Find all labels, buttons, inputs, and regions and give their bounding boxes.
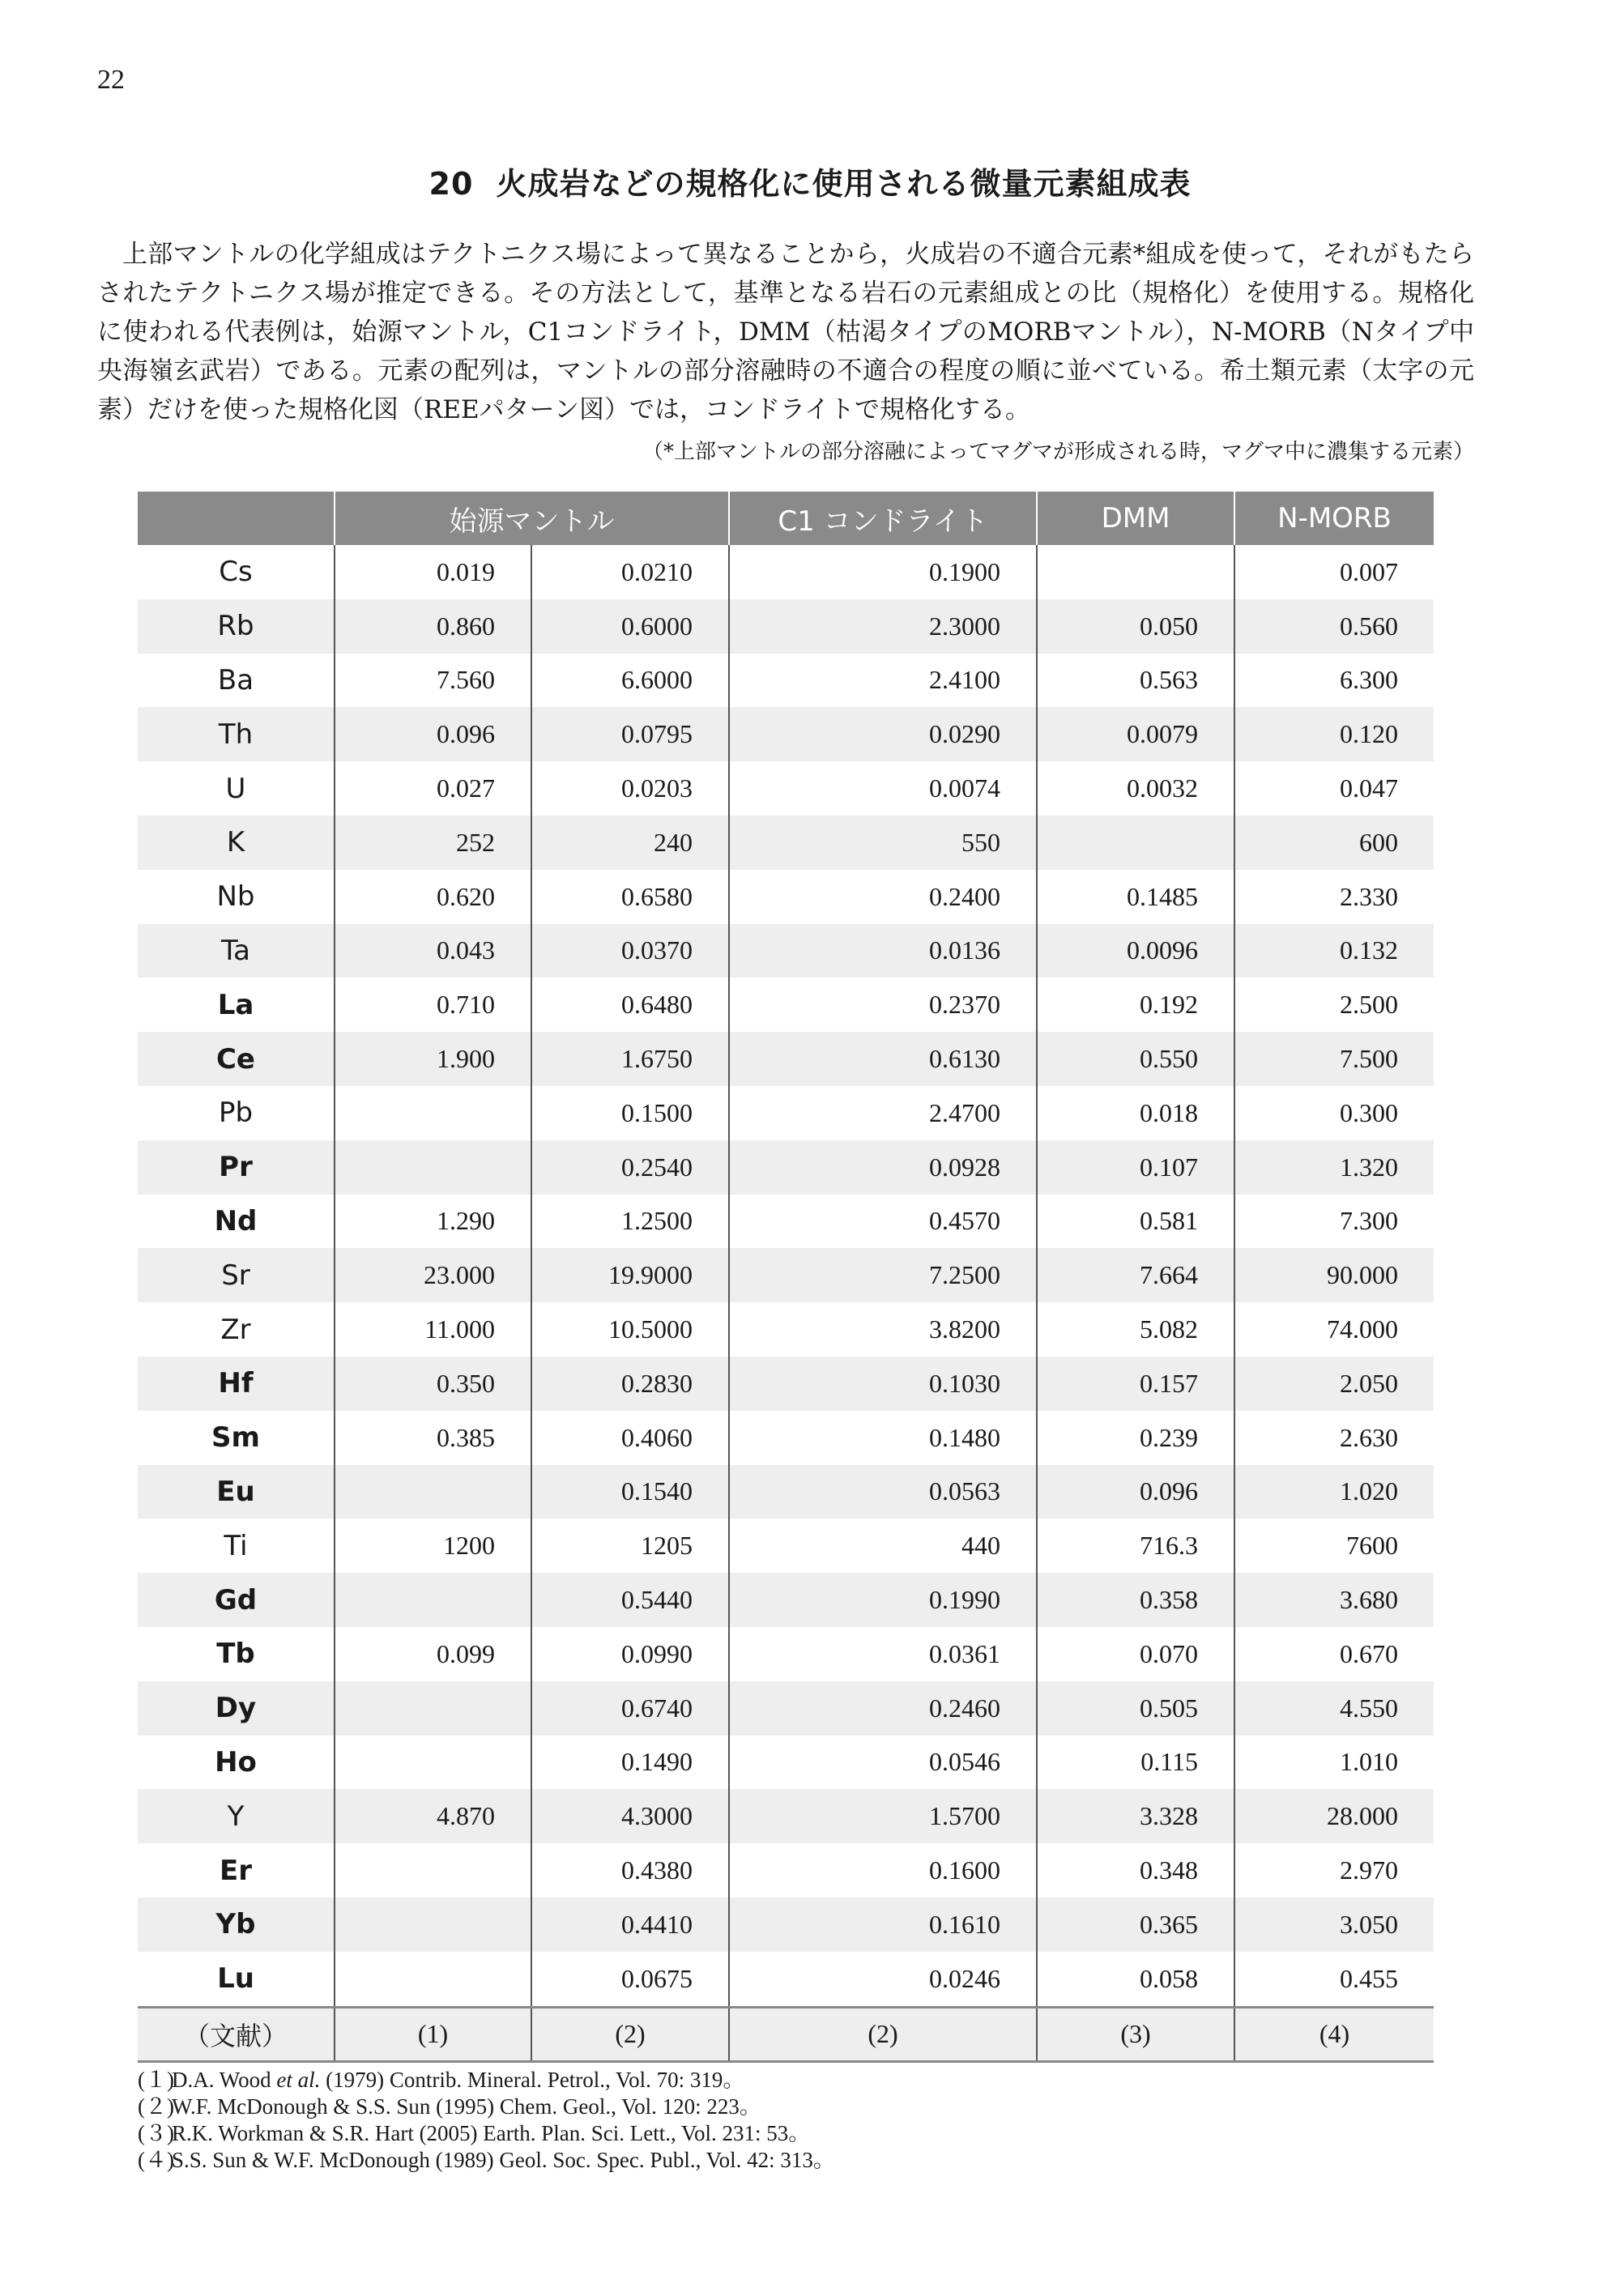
value-dmm: 0.358: [1037, 1573, 1234, 1627]
element-symbol: Pr: [138, 1140, 335, 1195]
value-primitive-mantle-1: [335, 1086, 531, 1140]
element-symbol: Ho: [215, 1745, 257, 1778]
value-dmm: 0.192: [1037, 978, 1234, 1032]
footer-ref: (2): [531, 2007, 729, 2061]
value-c1-chondrite: 0.0361: [729, 1627, 1037, 1681]
section-number: 20: [428, 166, 474, 202]
reference-item: [138, 2067, 1474, 2094]
element-symbol: Ta: [138, 924, 335, 978]
value-n-morb: 0.120: [1234, 707, 1434, 761]
value-c1-chondrite: 7.2500: [729, 1248, 1037, 1302]
value-dmm: 7.664: [1037, 1248, 1234, 1302]
value-primitive-mantle-1: 23.000: [335, 1248, 531, 1302]
value-c1-chondrite: 0.4570: [729, 1195, 1037, 1249]
element-symbol: Dy: [138, 1681, 335, 1736]
element-symbol: Rb: [138, 599, 335, 654]
table-row: [138, 1195, 1434, 1249]
element-symbol: La: [217, 988, 254, 1021]
value-primitive-mantle-2: 10.5000: [531, 1302, 729, 1357]
reference-text: (1979) Contrib. Mineral. Petrol., Vol. 70: 319。: [320, 2068, 745, 2092]
value-c1-chondrite: 0.0074: [729, 761, 1037, 816]
value-dmm: 0.157: [1037, 1357, 1234, 1411]
value-n-morb: 0.047: [1234, 761, 1434, 816]
references-list: [138, 2067, 1474, 2174]
value-n-morb: 28.000: [1234, 1789, 1434, 1843]
section-title: 火成岩などの規格化に使用される微量元素組成表: [496, 166, 1192, 202]
element-symbol: U: [225, 772, 246, 805]
table-row: [138, 924, 1434, 978]
value-dmm: 0.050: [1037, 599, 1234, 654]
value-primitive-mantle-1: 252: [335, 816, 531, 870]
element-symbol: Eu: [138, 1465, 335, 1519]
value-primitive-mantle-1: [335, 1465, 531, 1519]
value-c1-chondrite: 3.8200: [729, 1302, 1037, 1357]
header-dmm: DMM: [1037, 492, 1234, 545]
element-symbol: Tb: [216, 1638, 255, 1671]
value-n-morb: 6.300: [1234, 654, 1434, 708]
intro-paragraph: 上部マントルの化学組成はテクトニクス場によって異なることから，火成岩の不適合元素*組成を使って，それがもたらされたテクトニクス場が推定できる。その方法として，基準となる岩石の元素組成との比（規格化）を使用する。規格化に使われる代表例は，始源マントル，C1コンドライト，DMM（枯渇タイプのMORBマントル），N-MORB（Nタイプ中央海嶺玄武岩）である。元素の配列は，マントルの部分溶融時の不適合の程度の順に並べている。希土類元素（太字の元素）だけを使った規格化図（REEパターン図）では，コンドライトで規格化する。: [97, 240, 1474, 424]
table-row: [138, 1952, 1434, 2007]
value-n-morb: 600: [1234, 816, 1434, 870]
value-dmm: [1037, 545, 1234, 599]
value-primitive-mantle-1: 11.000: [335, 1302, 531, 1357]
table-row: [138, 1898, 1434, 1952]
value-dmm: 0.1485: [1037, 870, 1234, 924]
value-c1-chondrite: 440: [729, 1519, 1037, 1573]
value-primitive-mantle-2: 0.1490: [531, 1736, 729, 1790]
value-primitive-mantle-1: [335, 1573, 531, 1627]
reference-text: D.A. Wood: [172, 2068, 277, 2092]
value-dmm: 3.328: [1037, 1789, 1234, 1843]
value-c1-chondrite: 0.0136: [729, 924, 1037, 978]
value-primitive-mantle-1: 1.900: [335, 1032, 531, 1086]
value-c1-chondrite: 0.1610: [729, 1898, 1037, 1952]
value-primitive-mantle-1: 0.385: [335, 1411, 531, 1465]
value-n-morb: 0.007: [1234, 545, 1434, 599]
footer-ref: (3): [1037, 2007, 1234, 2061]
value-dmm: 0.018: [1037, 1086, 1234, 1140]
reference-item: [138, 2094, 1474, 2120]
value-primitive-mantle-2: 19.9000: [531, 1248, 729, 1302]
value-primitive-mantle-2: 0.6580: [531, 870, 729, 924]
value-primitive-mantle-2: 0.0675: [531, 1952, 729, 2007]
value-primitive-mantle-2: 0.2830: [531, 1357, 729, 1411]
element-symbol: Lu: [217, 1962, 254, 1996]
element-symbol: Gd: [138, 1573, 335, 1627]
value-primitive-mantle-2: 0.1500: [531, 1086, 729, 1140]
value-dmm: 0.365: [1037, 1898, 1234, 1952]
intro-text: [97, 235, 1474, 471]
value-primitive-mantle-2: 0.6740: [531, 1681, 729, 1736]
value-c1-chondrite: 0.2370: [729, 978, 1037, 1032]
value-c1-chondrite: 2.4100: [729, 654, 1037, 708]
element-symbol: Pb: [218, 1097, 254, 1130]
section-heading: [0, 159, 1620, 203]
table-row: [138, 1627, 1434, 1681]
table-body: [138, 545, 1434, 2007]
table-row: [138, 545, 1434, 599]
element-symbol: Y: [138, 1789, 335, 1843]
value-primitive-mantle-1: 0.019: [335, 545, 531, 599]
header-c1-chondrite: C1 コンドライト: [729, 492, 1037, 545]
value-n-morb: 7.300: [1234, 1195, 1434, 1249]
reference-marker: (２): [138, 2094, 174, 2119]
value-primitive-mantle-2: 1205: [531, 1519, 729, 1573]
element-symbol: K: [138, 816, 335, 870]
value-primitive-mantle-2: 0.0370: [531, 924, 729, 978]
value-primitive-mantle-2: 0.5440: [531, 1573, 729, 1627]
value-n-morb: 0.560: [1234, 599, 1434, 654]
header-element: [138, 492, 335, 545]
value-primitive-mantle-1: [335, 1681, 531, 1736]
reference-text: R.K. Workman & S.R. Hart (2005) Earth. Plan. Sci. Lett., Vol. 231: 53。: [172, 2121, 811, 2145]
table-row: [138, 1086, 1434, 1140]
value-c1-chondrite: 550: [729, 816, 1037, 870]
value-c1-chondrite: 0.0246: [729, 1952, 1037, 2007]
reference-text: W.F. McDonough & S.S. Sun (1995) Chem. Geol., Vol. 120: 223。: [172, 2094, 761, 2119]
value-n-morb: 2.330: [1234, 870, 1434, 924]
reference-item: [138, 2120, 1474, 2147]
value-primitive-mantle-2: 0.0795: [531, 707, 729, 761]
value-primitive-mantle-2: 0.6480: [531, 978, 729, 1032]
value-primitive-mantle-1: 7.560: [335, 654, 531, 708]
value-dmm: 0.0079: [1037, 707, 1234, 761]
value-primitive-mantle-2: 1.2500: [531, 1195, 729, 1249]
value-primitive-mantle-1: 0.350: [335, 1357, 531, 1411]
value-primitive-mantle-2: 0.4410: [531, 1898, 729, 1952]
value-primitive-mantle-1: 0.620: [335, 870, 531, 924]
value-primitive-mantle-1: [335, 1843, 531, 1898]
footer-ref: (2): [729, 2007, 1037, 2061]
element-symbol: Zr: [220, 1313, 251, 1346]
element-symbol: Sm: [211, 1421, 260, 1455]
element-symbol: Ce: [138, 1032, 335, 1086]
value-n-morb: 0.455: [1234, 1952, 1434, 2007]
value-c1-chondrite: 0.2460: [729, 1681, 1037, 1736]
value-c1-chondrite: 2.3000: [729, 599, 1037, 654]
footer-label: （文献）: [138, 2007, 335, 2061]
value-n-morb: 7600: [1234, 1519, 1434, 1573]
table-row: [138, 707, 1434, 761]
page-number: 22: [97, 65, 125, 95]
value-dmm: [1037, 816, 1234, 870]
table-header-row: [138, 492, 1434, 545]
value-primitive-mantle-2: 0.4380: [531, 1843, 729, 1898]
element-symbol: Cs: [219, 556, 253, 589]
reference-italic: et al.: [276, 2068, 321, 2092]
element-symbol: Nb: [216, 880, 255, 914]
element-symbol: Sr: [138, 1248, 335, 1302]
value-primitive-mantle-1: 1200: [335, 1519, 531, 1573]
value-primitive-mantle-1: 0.710: [335, 978, 531, 1032]
element-symbol: Er: [220, 1854, 252, 1887]
value-c1-chondrite: 0.1900: [729, 545, 1037, 599]
table-row: [138, 1248, 1434, 1302]
table-row: [138, 761, 1434, 816]
value-dmm: 0.348: [1037, 1843, 1234, 1898]
value-primitive-mantle-1: 0.860: [335, 599, 531, 654]
value-dmm: 0.0096: [1037, 924, 1234, 978]
value-dmm: 0.115: [1037, 1736, 1234, 1790]
element-symbol: Nd: [214, 1204, 258, 1237]
value-n-morb: 1.320: [1234, 1140, 1434, 1195]
value-n-morb: 0.670: [1234, 1627, 1434, 1681]
table-row: [138, 978, 1434, 1032]
value-dmm: 0.550: [1037, 1032, 1234, 1086]
element-symbol: Ti: [224, 1529, 248, 1562]
header-n-morb: N-MORB: [1234, 492, 1434, 545]
table-footer-row: [138, 2007, 1434, 2061]
value-primitive-mantle-2: 0.6000: [531, 599, 729, 654]
value-n-morb: 1.010: [1234, 1736, 1434, 1790]
value-dmm: 0.070: [1037, 1627, 1234, 1681]
value-n-morb: 3.680: [1234, 1573, 1434, 1627]
value-n-morb: 2.970: [1234, 1843, 1434, 1898]
value-dmm: 0.0032: [1037, 761, 1234, 816]
footer-ref: (1): [335, 2007, 531, 2061]
value-dmm: 0.239: [1037, 1411, 1234, 1465]
reference-marker: (３): [138, 2121, 174, 2145]
value-n-morb: 0.300: [1234, 1086, 1434, 1140]
value-n-morb: 2.630: [1234, 1411, 1434, 1465]
value-dmm: 0.107: [1037, 1140, 1234, 1195]
table-row: [138, 1140, 1434, 1195]
trace-element-table: [138, 492, 1434, 2063]
table-row: [138, 1465, 1434, 1519]
value-c1-chondrite: 0.2400: [729, 870, 1037, 924]
value-primitive-mantle-1: 0.027: [335, 761, 531, 816]
table-row: [138, 1032, 1434, 1086]
element-symbol: Hf: [138, 1357, 335, 1411]
footer-ref: (4): [1234, 2007, 1434, 2061]
value-primitive-mantle-2: 0.4060: [531, 1411, 729, 1465]
value-primitive-mantle-2: 240: [531, 816, 729, 870]
value-primitive-mantle-2: 4.3000: [531, 1789, 729, 1843]
reference-text: S.S. Sun & W.F. McDonough (1989) Geol. Soc. Spec. Publ., Vol. 42: 313。: [172, 2148, 835, 2172]
value-n-morb: 7.500: [1234, 1032, 1434, 1086]
table-row: [138, 654, 1434, 708]
value-primitive-mantle-1: 1.290: [335, 1195, 531, 1249]
value-primitive-mantle-2: 0.0210: [531, 545, 729, 599]
reference-item: [138, 2147, 1474, 2174]
element-symbol: Ba: [217, 663, 254, 696]
value-n-morb: 1.020: [1234, 1465, 1434, 1519]
value-n-morb: 0.132: [1234, 924, 1434, 978]
element-symbol: Th: [138, 707, 335, 761]
value-c1-chondrite: 0.1600: [729, 1843, 1037, 1898]
value-primitive-mantle-2: 6.6000: [531, 654, 729, 708]
value-c1-chondrite: 1.5700: [729, 1789, 1037, 1843]
value-primitive-mantle-2: 0.1540: [531, 1465, 729, 1519]
value-primitive-mantle-1: [335, 1140, 531, 1195]
value-n-morb: 74.000: [1234, 1302, 1434, 1357]
table-row: [138, 1357, 1434, 1411]
value-c1-chondrite: 0.1030: [729, 1357, 1037, 1411]
value-n-morb: 4.550: [1234, 1681, 1434, 1736]
value-dmm: 0.058: [1037, 1952, 1234, 2007]
value-n-morb: 2.500: [1234, 978, 1434, 1032]
value-dmm: 5.082: [1037, 1302, 1234, 1357]
value-primitive-mantle-1: 0.099: [335, 1627, 531, 1681]
value-c1-chondrite: 2.4700: [729, 1086, 1037, 1140]
value-n-morb: 3.050: [1234, 1898, 1434, 1952]
element-symbol: Yb: [138, 1898, 335, 1952]
table-row: [138, 1789, 1434, 1843]
value-dmm: 0.096: [1037, 1465, 1234, 1519]
table-row: [138, 1843, 1434, 1898]
value-primitive-mantle-2: 0.0990: [531, 1627, 729, 1681]
value-dmm: 716.3: [1037, 1519, 1234, 1573]
table-row: [138, 1573, 1434, 1627]
value-c1-chondrite: 0.0563: [729, 1465, 1037, 1519]
table-row: [138, 599, 1434, 654]
value-c1-chondrite: 0.1480: [729, 1411, 1037, 1465]
value-primitive-mantle-2: 1.6750: [531, 1032, 729, 1086]
reference-marker: (１): [138, 2068, 174, 2092]
value-c1-chondrite: 0.0928: [729, 1140, 1037, 1195]
value-primitive-mantle-1: 0.096: [335, 707, 531, 761]
value-primitive-mantle-1: 0.043: [335, 924, 531, 978]
table-row: [138, 1519, 1434, 1573]
value-primitive-mantle-2: 0.2540: [531, 1140, 729, 1195]
value-c1-chondrite: 0.0290: [729, 707, 1037, 761]
value-dmm: 0.563: [1037, 654, 1234, 708]
table-row: [138, 1736, 1434, 1790]
table-row: [138, 816, 1434, 870]
header-primitive-mantle: 始源マントル: [335, 492, 729, 545]
table-row: [138, 1411, 1434, 1465]
value-primitive-mantle-1: [335, 1736, 531, 1790]
table-row: [138, 1302, 1434, 1357]
value-primitive-mantle-1: [335, 1952, 531, 2007]
table-row: [138, 1681, 1434, 1736]
value-primitive-mantle-2: 0.0203: [531, 761, 729, 816]
value-dmm: 0.581: [1037, 1195, 1234, 1249]
reference-marker: (４): [138, 2148, 174, 2172]
table-row: [138, 870, 1434, 924]
value-c1-chondrite: 0.0546: [729, 1736, 1037, 1790]
value-c1-chondrite: 0.1990: [729, 1573, 1037, 1627]
value-dmm: 0.505: [1037, 1681, 1234, 1736]
value-primitive-mantle-1: [335, 1898, 531, 1952]
value-n-morb: 90.000: [1234, 1248, 1434, 1302]
incompatible-element-footnote: （*上部マントルの部分溶融によってマグマが形成される時，マグマ中に濃集する元素）: [642, 440, 1474, 464]
value-n-morb: 2.050: [1234, 1357, 1434, 1411]
value-c1-chondrite: 0.6130: [729, 1032, 1037, 1086]
value-primitive-mantle-1: 4.870: [335, 1789, 531, 1843]
